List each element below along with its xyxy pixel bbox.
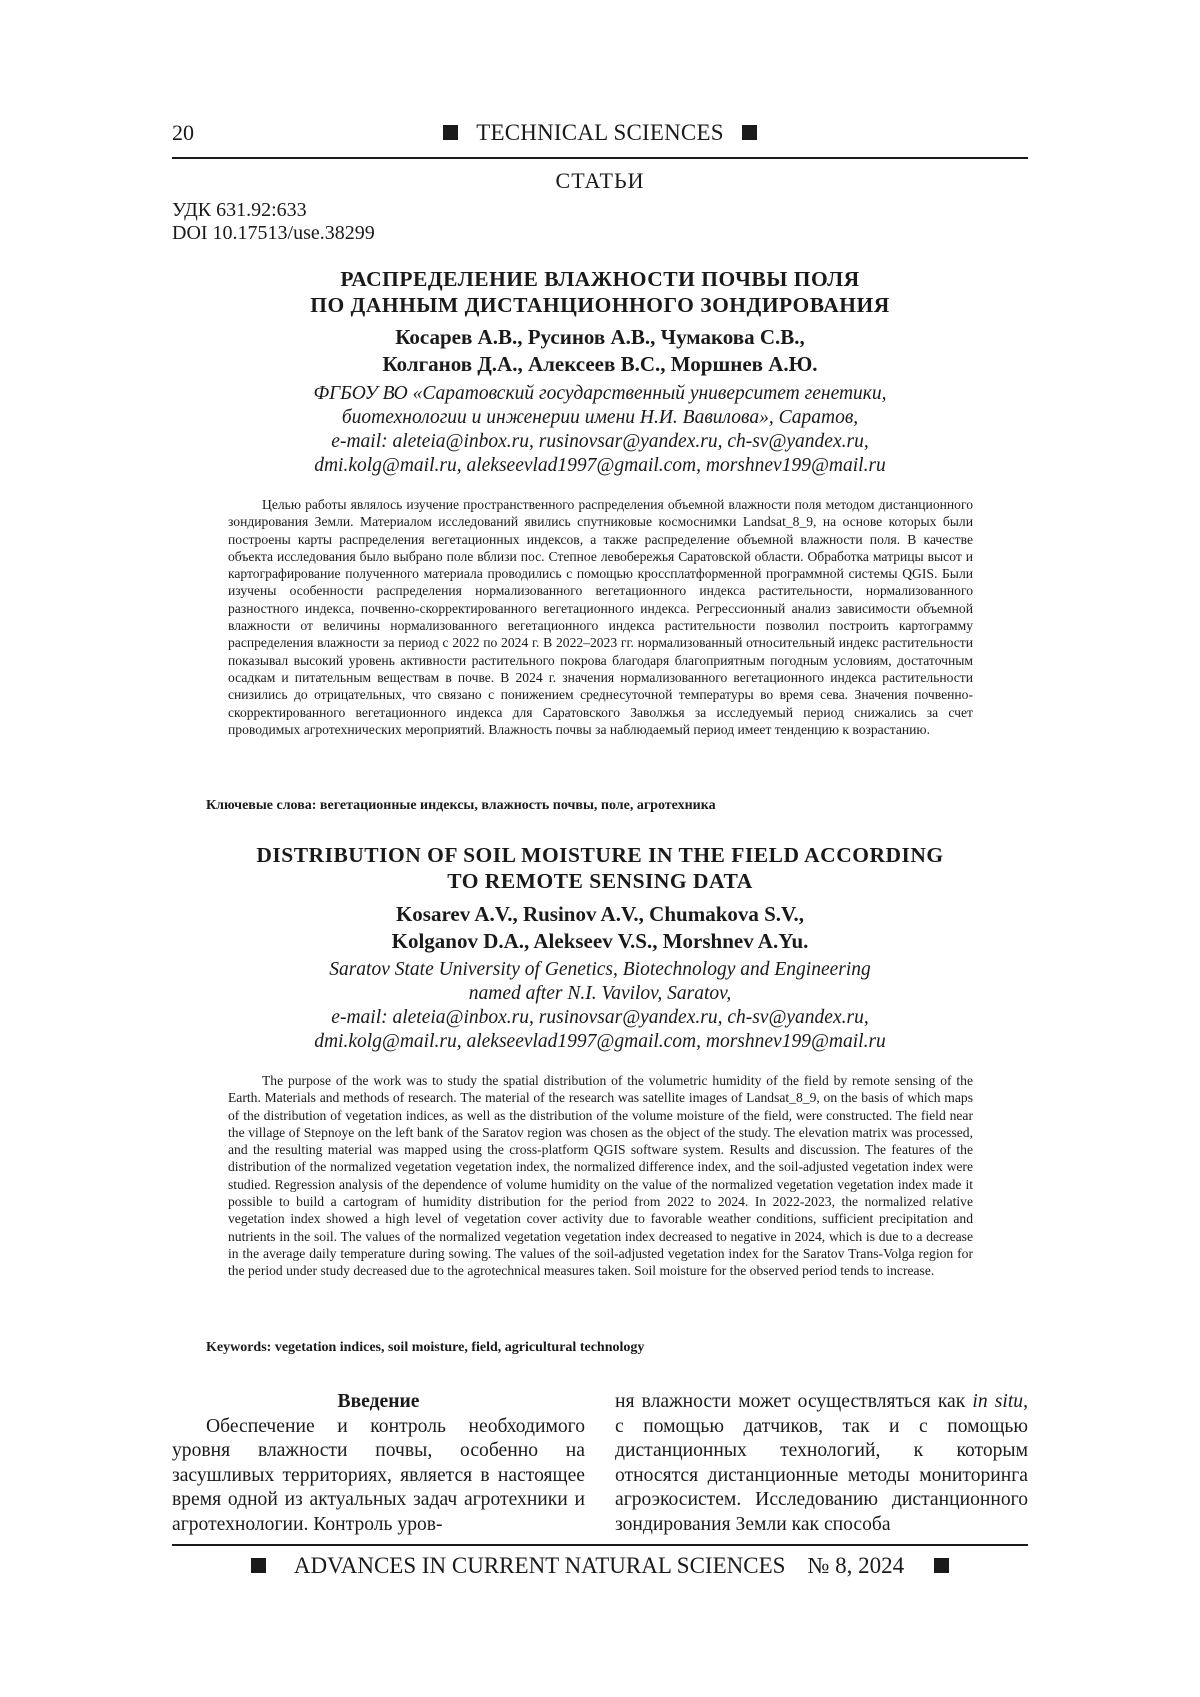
footer-divider xyxy=(172,1544,1028,1546)
affiliation-ru-line: ФГБОУ ВО «Саратовский государственный университет генетики, xyxy=(313,383,887,404)
title-ru-line: РАСПРЕДЕЛЕНИЕ ВЛАЖНОСТИ ПОЧВЫ ПОЛЯ xyxy=(340,267,860,291)
square-bullet-icon xyxy=(742,125,757,140)
square-bullet-icon xyxy=(251,1558,266,1573)
authors-ru-line: Косарев А.В., Русинов А.В., Чумакова С.В., xyxy=(395,325,805,349)
keywords-ru: Ключевые слова: вегетационные индексы, влажность почвы, поле, агротехника xyxy=(206,798,716,813)
email-ru-line: dmi.kolg@mail.ru, alekseevlad1997@gmail.com, morshnev199@mail.ru xyxy=(314,455,886,476)
body-right-column xyxy=(615,1390,1028,1537)
affiliation-en-line: Saratov State University of Genetics, Biotechnology and Engineering xyxy=(329,959,871,980)
udk-code: УДК 631.92:633 xyxy=(172,199,307,221)
abstract-en: The purpose of the work was to study the spatial distribution of the volumetric humidity of the field by remote sensing of the Earth. Materials and methods of research. The material of the research was satellite images of Landsat_8_9, on the basis of which maps of the distribution of vegetation indices, as well as the distribution of the volume moisture of the field, were constructed. The field near the village of Stepnoye on the left bank of the Saratov region was chosen as the object of the study. The elevation matrix was processed, and the resulting material was mapped using the cross-platform QGIS software system. Results and discussion. The features of the distribution of the normalized vegetation vegetation index, the normalized difference index, and the soil-adjusted vegetation index were studied. Regression analysis of the dependence of volume humidity on the value of the normalized vegetation vegetation index made it possible to build a cartogram of humidity distribution for the period from 2022 to 2024. In 2022-2023, the normalized relative vegetation index showed a high level of vegetation cover activity due to favorable weather conditions, sufficient precipitation and nutrients in the soil. The values of the normalized vegetation vegetation index decreased to negative in 2024, which is due to a decrease in the average daily temperature during sowing. The values of the soil-adjusted vegetation index for the Saratov Trans-Volga region for the period under study decreased due to the agrotechnical measures taken. Soil moisture for the observed period tends to increase. xyxy=(228,1073,973,1279)
body-text: , с помощью датчиков, так и с помощью дистанционных технологий, к которым относятся дистанционные методы мониторинга агроэкосистем. Исследованию дистанционного зондирования Земли как способа xyxy=(615,1391,1028,1535)
authors-en-line: Kolganov D.A., Alekseev V.S., Morshnev A.Yu. xyxy=(391,929,809,953)
body-paragraph: Обеспечение и контроль необходимого уровня влажности почвы, особенно на засушливых территориях, является в настоящее время одной из актуальных задач агротехники и агротехнологии. Контроль уров- xyxy=(172,1415,585,1535)
abstract-ru: Целью работы являлось изучение пространственного распределения объемной влажности поля методом дистанционного зондирования Земли. Материалом исследований явились спутниковые космоснимки Landsat_8_9, на основе которых были построены карты распределения вегетационных индексов, а также распределение объемной влажности поля. В качестве объекта исследования было выбрано поле вблизи пос. Степное левобережья Саратовской области. Обработка матрицы высот и картографирование полученного материала проводились с помощью кроссплатформенной программной системы QGIS. Были изучены особенности распределения нормализованного вегетационного индекса растительности, нормализованного разностного индекса, почвенно-скорректированного вегетационного индекса. Регрессионный анализ зависимости объемной влажности от величины нормализованного вегетационного индекса растительности позволил построить картограмму распределения влажности за период с 2022 по 2024 г. В 2022–2023 гг. нормализованный относительный индекс растительности показывал высокий уровень активности растительного покрова благодаря благоприятным погодным условиям, достаточным осадкам и питательным веществам в почве. В 2024 г. значения нормализованного вегетационного индекса растительности снизились до отрицательных, что связано с понижением среднесуточной температуры во время сева. Значения почвенно-скорректированного вегетационного индекса для Саратовского Заволжья за исследуемый период снижались за счет проводимых агротехнических мероприятий. Влажность почвы за наблюдаемый период имеет тенденцию к возрастанию. xyxy=(228,497,973,737)
authors-ru-line: Колганов Д.А., Алексеев В.С., Моршнев А.Ю. xyxy=(382,352,818,376)
square-bullet-icon xyxy=(934,1558,949,1573)
header-divider xyxy=(172,157,1028,159)
title-en-line: DISTRIBUTION OF SOIL MOISTURE IN THE FIELD ACCORDING xyxy=(256,843,944,867)
affiliation-ru-line: биотехнологии и инженерии имени Н.И. Вавилова», Саратов, xyxy=(341,407,859,428)
affiliation-ru xyxy=(172,382,1028,478)
authors-en-line: Kosarev A.V., Rusinov A.V., Chumakova S.V., xyxy=(395,902,805,926)
running-header xyxy=(0,120,1200,146)
square-bullet-icon xyxy=(443,125,458,140)
intro-heading: Введение xyxy=(337,1391,420,1412)
title-en-line: TO REMOTE SENSING DATA xyxy=(447,869,753,893)
footer-journal-name: ADVANCES IN CURRENT NATURAL SCIENCES xyxy=(293,1553,786,1578)
email-ru-line: e-mail: aleteia@inbox.ru, rusinovsar@yandex.ru, ch-sv@yandex.ru, xyxy=(331,431,869,452)
title-en xyxy=(172,842,1028,894)
body-text: ня влажности может осуществляться как xyxy=(615,1391,973,1412)
affiliation-en-line: named after N.I. Vavilov, Saratov, xyxy=(468,983,732,1004)
doi: DOI 10.17513/use.38299 xyxy=(172,222,375,244)
body-italic-text: in situ xyxy=(972,1391,1024,1412)
title-ru-line: ПО ДАННЫМ ДИСТАНЦИОННОГО ЗОНДИРОВАНИЯ xyxy=(310,293,890,317)
title-ru xyxy=(172,266,1028,318)
email-en-line: dmi.kolg@mail.ru, alekseevlad1997@gmail.com, morshnev199@mail.ru xyxy=(314,1031,886,1052)
page-number: 20 xyxy=(172,120,194,145)
body-paragraph xyxy=(615,1390,1028,1537)
running-footer xyxy=(0,1553,1200,1579)
authors-ru xyxy=(172,324,1028,378)
body-left-column xyxy=(172,1390,585,1537)
affiliation-en xyxy=(172,958,1028,1054)
email-en-line: e-mail: aleteia@inbox.ru, rusinovsar@yandex.ru, ch-sv@yandex.ru, xyxy=(331,1007,869,1028)
section-label: СТАТЬИ xyxy=(555,168,645,193)
footer-issue: № 8, 2024 xyxy=(807,1553,905,1578)
journal-section: TECHNICAL SCIENCES xyxy=(476,120,724,145)
identifiers xyxy=(172,199,375,245)
keywords-en: Keywords: vegetation indices, soil moisture, field, agricultural technology xyxy=(206,1340,645,1355)
authors-en xyxy=(172,901,1028,955)
